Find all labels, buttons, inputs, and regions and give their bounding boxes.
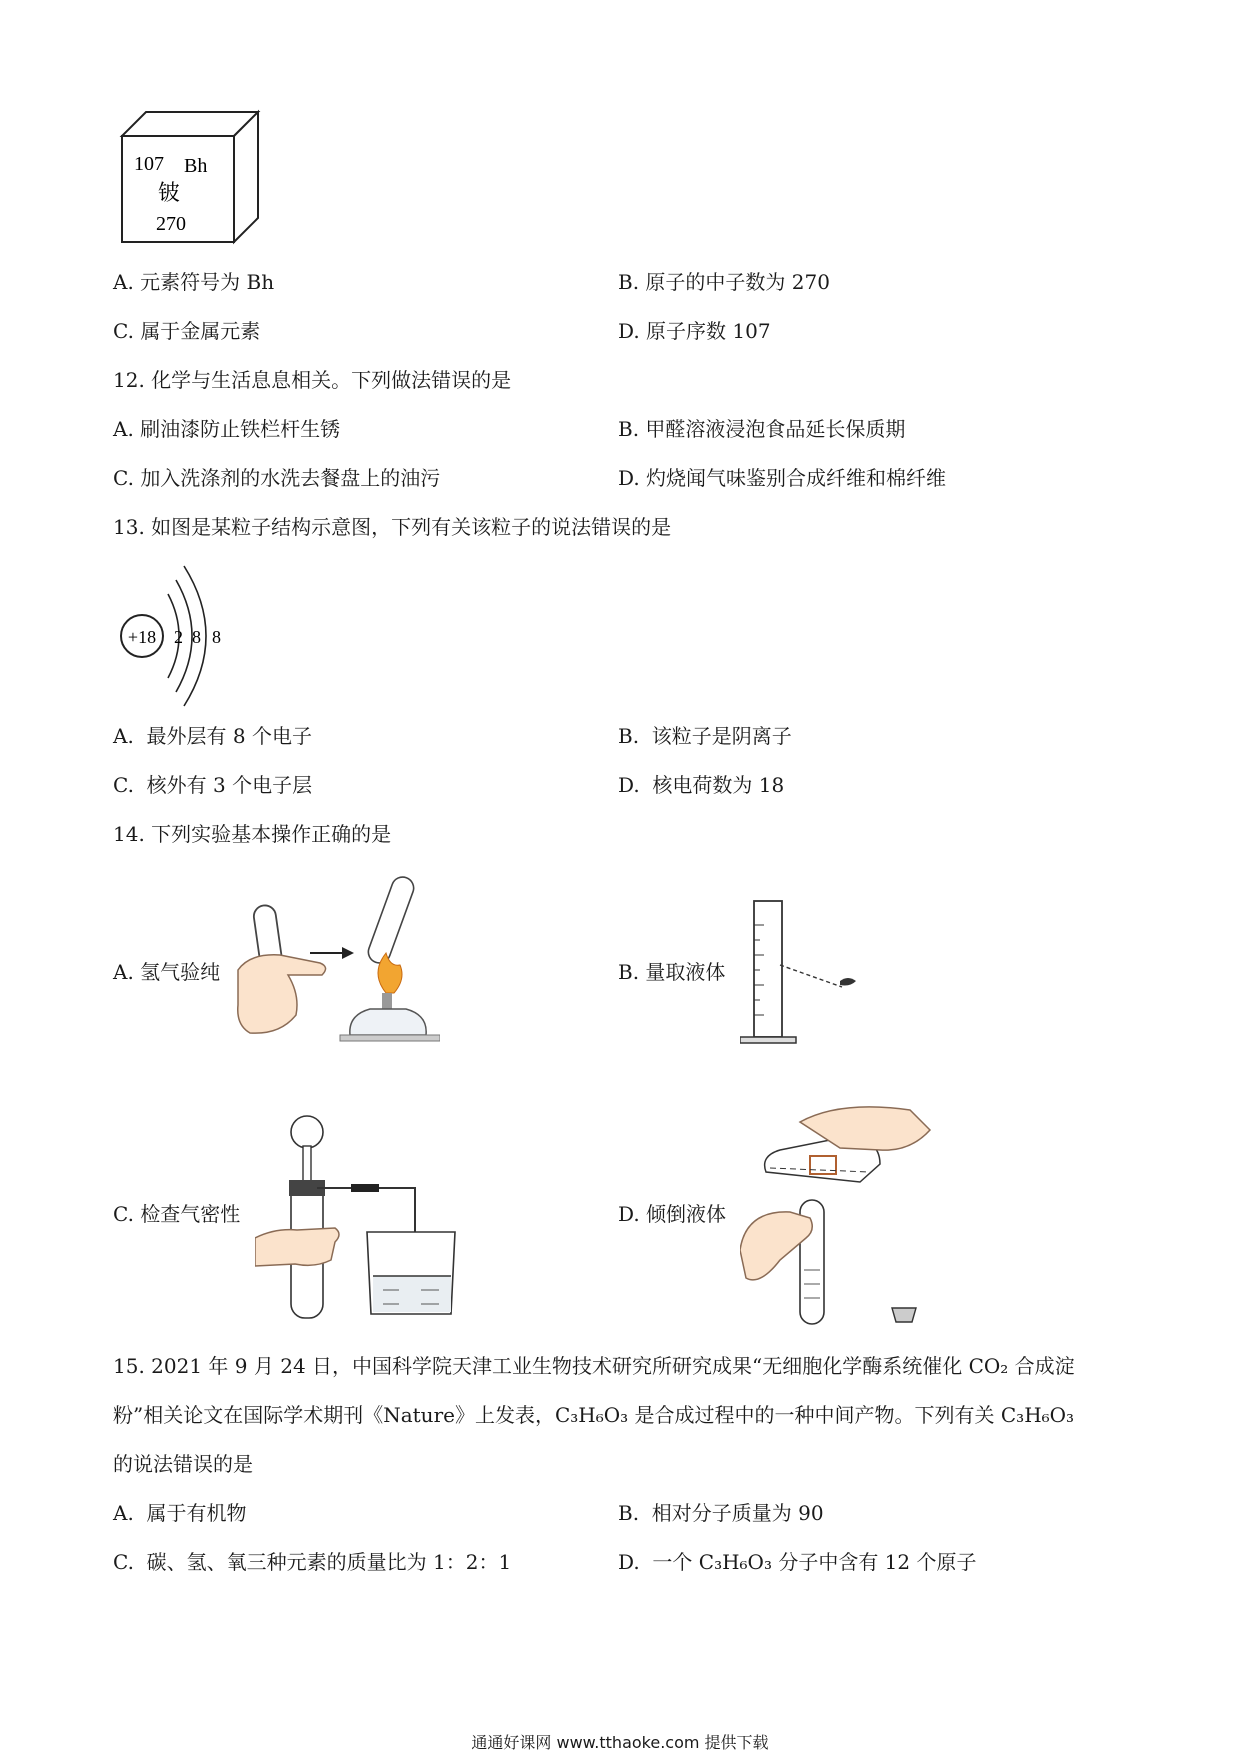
shell-electrons-1: 2 [174,627,183,647]
q13-option-d: D. 核电荷数为 18 [618,773,785,797]
element-number: 107 [134,153,164,175]
q11-option-b: B. 原子的中子数为 270 [618,270,830,294]
q14-option-b: B. 量取液体 [618,960,726,984]
pour-liquid-figure [740,1100,960,1330]
q15-option-b: B. 相对分子质量为 90 [618,1501,824,1525]
eye-icon [840,978,856,986]
q15-option-d: D. 一个 C₃H₆O₃ 分子中含有 12 个原子 [618,1550,977,1574]
q13-stem: 13. 如图是某粒子结构示意图，下列有关该粒子的说法错误的是 [113,515,672,539]
hand-shape [238,955,326,1033]
element-name: 铍 [158,181,181,206]
q15-option-c: C. 碳、氢、氧三种元素的质量比为 1：2：1 [113,1550,512,1574]
shell-electrons-3: 8 [212,627,221,647]
q11-option-c: C. 属于金属元素 [113,319,261,343]
q12-option-c: C. 加入洗涤剂的水洗去餐盘上的油污 [113,466,441,490]
q12-option-a: A. 刷油漆防止铁栏杆生锈 [113,417,341,441]
q14-stem: 14. 下列实验基本操作正确的是 [113,822,392,846]
airtightness-check-figure [255,1110,465,1320]
q13-option-a: A. 最外层有 8 个电子 [113,724,312,748]
nucleus-charge: +18 [127,627,157,647]
q12-option-d: D. 灼烧闻气味鉴别合成纤维和棉纤维 [618,466,947,490]
q14-option-d: D. 倾倒液体 [618,1202,727,1226]
q15-stem-line-2: 粉”相关论文在国际学术期刊《Nature》上发表，C₃H₆O₃ 是合成过程中的一种中间产物。下列有关 C₃H₆O₃ [113,1403,1075,1427]
hand-shape [255,1228,339,1266]
q11-option-d: D. 原子序数 107 [618,319,771,343]
measure-liquid-figure [740,895,880,1055]
q14-option-a: A. 氢气验纯 [113,960,221,984]
q12-stem: 12. 化学与生活息息相关。下列做法错误的是 [113,368,512,392]
q13-option-b: B. 该粒子是阴离子 [618,724,792,748]
q12-option-b: B. 甲醛溶液浸泡食品延长保质期 [618,417,906,441]
hydrogen-purity-test-figure [230,875,440,1050]
q15-stem-line-3: 的说法错误的是 [113,1452,253,1476]
q13-option-c: C. 核外有 3 个电子层 [113,773,313,797]
q11-option-a: A. 元素符号为 Bh [113,270,275,294]
page-footer: 通通好课网 www.tthaoke.com 提供下载 [471,1733,769,1752]
q14-option-c: C. 检查气密性 [113,1202,241,1226]
q15-stem-line-1: 15. 2021 年 9 月 24 日，中国科学院天津工业生物技术研究所研究成果“无细胞化学酶系统催化 CO₂ 合成淀 [113,1354,1075,1378]
q15-option-a: A. 属于有机物 [113,1501,247,1525]
element-mass: 270 [156,213,186,235]
element-card-figure [118,108,268,248]
element-symbol: Bh [184,155,208,177]
particle-structure-diagram [116,558,246,708]
shell-electrons-2: 8 [192,627,201,647]
